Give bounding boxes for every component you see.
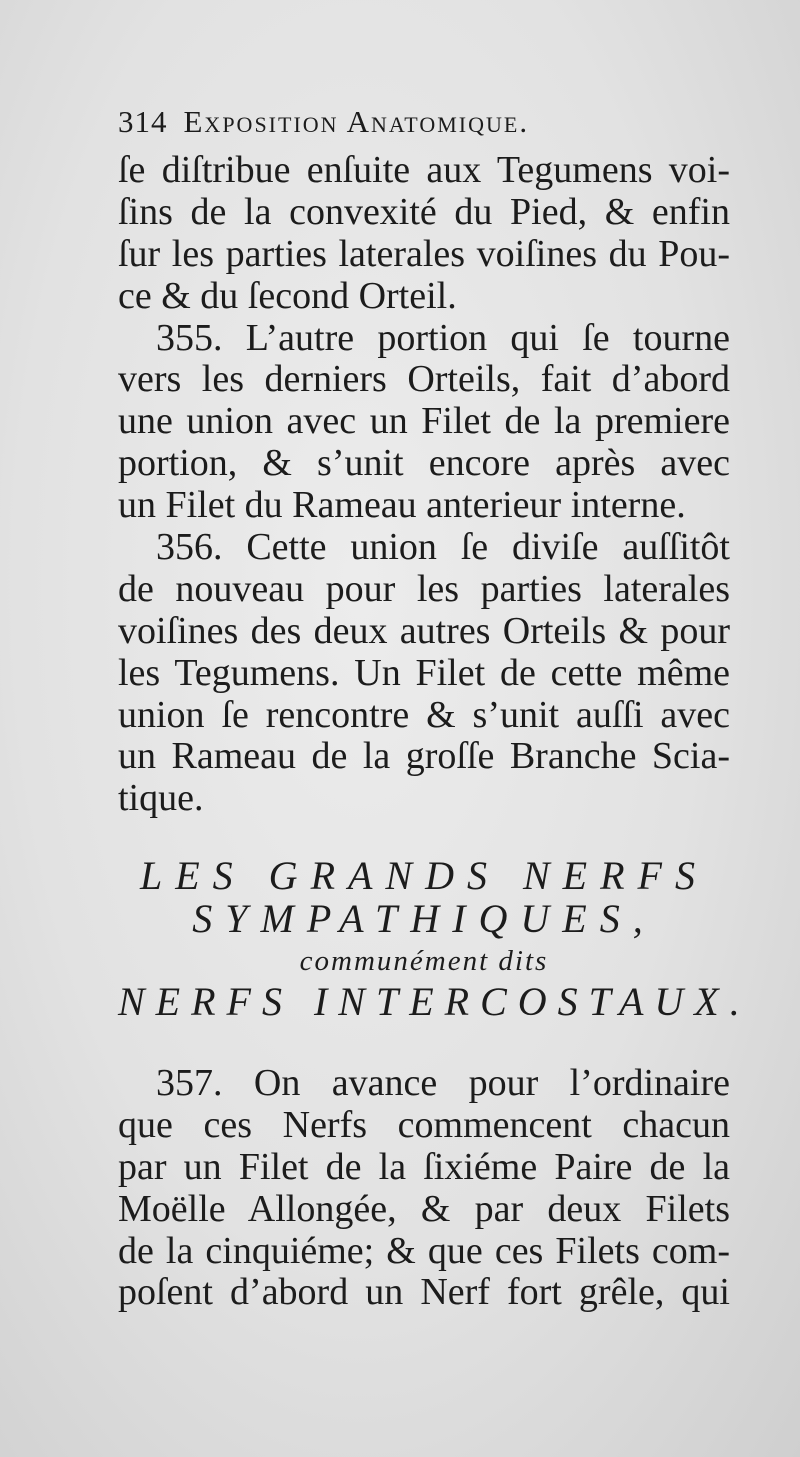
text-line: ſur les parties laterales voiſines du Pou- [118,232,730,275]
text-line: que ces Nerfs commencent chacun [118,1103,730,1146]
text-line: 357. On avance pour l’ordinaire [156,1062,730,1104]
text-line: poſent d’abord un Nerf fort grêle, qui [118,1271,730,1314]
text-line: Moëlle Allongée, & par deux Filets [118,1187,730,1230]
section-heading-line-4: NERFS INTERCOSTAUX. [118,979,751,1024]
text-line: tique. [118,777,204,820]
text-line: un Rameau de la groſſe Branche Scia- [118,735,730,778]
running-header [118,104,688,140]
paragraph-block-1 [118,150,730,820]
text-line: vers les derniers Orteils, fait d’abord [118,358,730,401]
section-heading-line-2: SYMPATHIQUES, [192,896,656,941]
paragraph-block-2 [118,1063,730,1314]
running-title: Exposition Anatomique. [183,104,530,139]
text-line: de nouveau pour les parties laterales [118,567,730,610]
text-line: portion, & s’unit encore après avec [118,442,730,485]
text-line: de la cinquiéme; & que ces Filets com- [118,1229,730,1272]
text-line: 356. Cette union ſe diviſe auſſitôt [156,526,730,569]
text-line: voiſines des deux autres Orteils & pour [118,609,730,652]
text-line: ſe diſtribue enſuite aux Tegumens voi- [118,149,730,191]
section-heading-line-1: LES GRANDS NERFS [140,853,708,898]
text-line: union ſe rencontre & s’unit auſſi avec [118,693,730,736]
page-number: 314 [118,104,168,139]
text-line: 355. L’autre portion qui ſe tourne [156,316,730,359]
text-line: ce & du ſecond Orteil. [118,274,457,317]
text-line: un Filet du Rameau anterieur interne. [118,484,686,527]
text-line: les Tegumens. Un Filet de cette même [118,651,730,694]
section-heading-subtitle: communément dits [299,945,549,977]
text-line: par un Filet de la ſixiéme Paire de la [118,1145,730,1188]
text-line: une union avec un Filet de la premiere [118,400,730,443]
text-line: ſins de la convexité du Pied, & enfin [118,190,730,233]
